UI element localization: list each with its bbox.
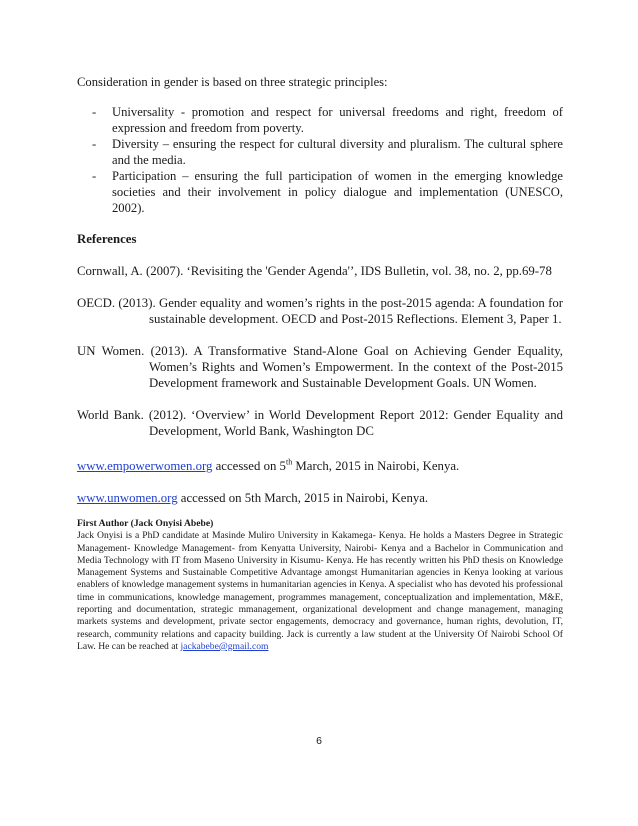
list-item-text: Universality - promotion and respect for universal freedoms and right, freedom of expression and freedom from poverty.	[112, 105, 563, 135]
reference-item: World Bank. (2012). ‘Overview’ in World Development Report 2012: Gender Equality and Development, World Bank, Washington DC	[77, 408, 563, 438]
web-reference-text: accessed on 5th March, 2015 in Nairobi, Kenya.	[177, 491, 429, 505]
author-bio-block	[77, 518, 563, 653]
list-item	[77, 104, 563, 136]
web-reference-text: March, 2015 in Nairobi, Kenya.	[292, 459, 460, 473]
ordinal-suffix: th	[285, 457, 293, 467]
author-bio: Jack Onyisi is a PhD candidate at Masinde Muliro University in Kakamega- Kenya. He holds a Masters Degree in Strategic Management- Knowledge Management- from Kenyatta University, Nairobi- Kenya and a Bachelor in Communication and Media Technology with IT from Maseno University in Kisumu- Kenya. He has recently written his PhD thesis on Knowledge Management Systems and Sustainable Competitive Advantage amongst Humanitarian agencies in Kenya looking at various enablers of knowledge management systems in humanitarian agencies in Kenya. A specialist who has devoted his professional time in communications, knowledge management, programmes management, conceptualization and implementation, M&E, reporting and documentation, strategic mmanagement, organizational development and change management, managing markets systems and development, private sector engagements, democracy and governance, human rights, devolution, IT, research, community relations and capacity building. Jack is currently a law student at the University Of Nairobi School Of Law. He can be reached at	[77, 530, 563, 652]
list-item	[77, 136, 563, 168]
reference-item: Cornwall, A. (2007). ‘Revisiting the 'Gender Agenda'’, IDS Bulletin, vol. 38, no. 2, pp.69-78	[77, 264, 552, 278]
bullet-dash: -	[92, 137, 97, 151]
web-reference	[77, 490, 563, 506]
bullet-dash: -	[92, 105, 97, 119]
list-item-text: Diversity – ensuring the respect for cultural diversity and pluralism. The cultural sphere and the media.	[112, 137, 563, 167]
web-reference	[77, 458, 563, 474]
page-content	[77, 74, 563, 653]
web-reference-text: accessed on 5	[212, 459, 286, 473]
author-title: First Author (Jack Onyisi Abebe)	[77, 518, 214, 529]
references-heading: References	[77, 232, 137, 246]
page-number: 6	[316, 735, 322, 747]
list-item	[77, 168, 563, 216]
web-link-unwomen[interactable]: www.unwomen.org	[77, 491, 178, 505]
intro-paragraph: Consideration in gender is based on three strategic principles:	[77, 75, 388, 89]
web-link-empowerwomen[interactable]: www.empowerwomen.org	[77, 459, 213, 473]
bullet-dash: -	[92, 169, 97, 183]
author-email-link[interactable]: jackabebe@gmail.com	[180, 640, 269, 652]
reference-item: UN Women. (2013). A Transformative Stand-Alone Goal on Achieving Gender Equality, Women’s Rights and Women’s Empowerment. In the context of the Post-2015 Development framework and Sustainable Development Goals. UN Women.	[77, 344, 563, 390]
list-item-text: Participation – ensuring the full participation of women in the emerging knowledge societies and their involvement in policy dialogue and implementation (UNESCO, 2002).	[112, 169, 563, 215]
reference-item: OECD. (2013). Gender equality and women’s rights in the post-2015 agenda: A foundation for sustainable development. OECD and Post-2015 Reflections. Element 3, Paper 1.	[77, 296, 563, 326]
principles-list	[77, 104, 563, 216]
